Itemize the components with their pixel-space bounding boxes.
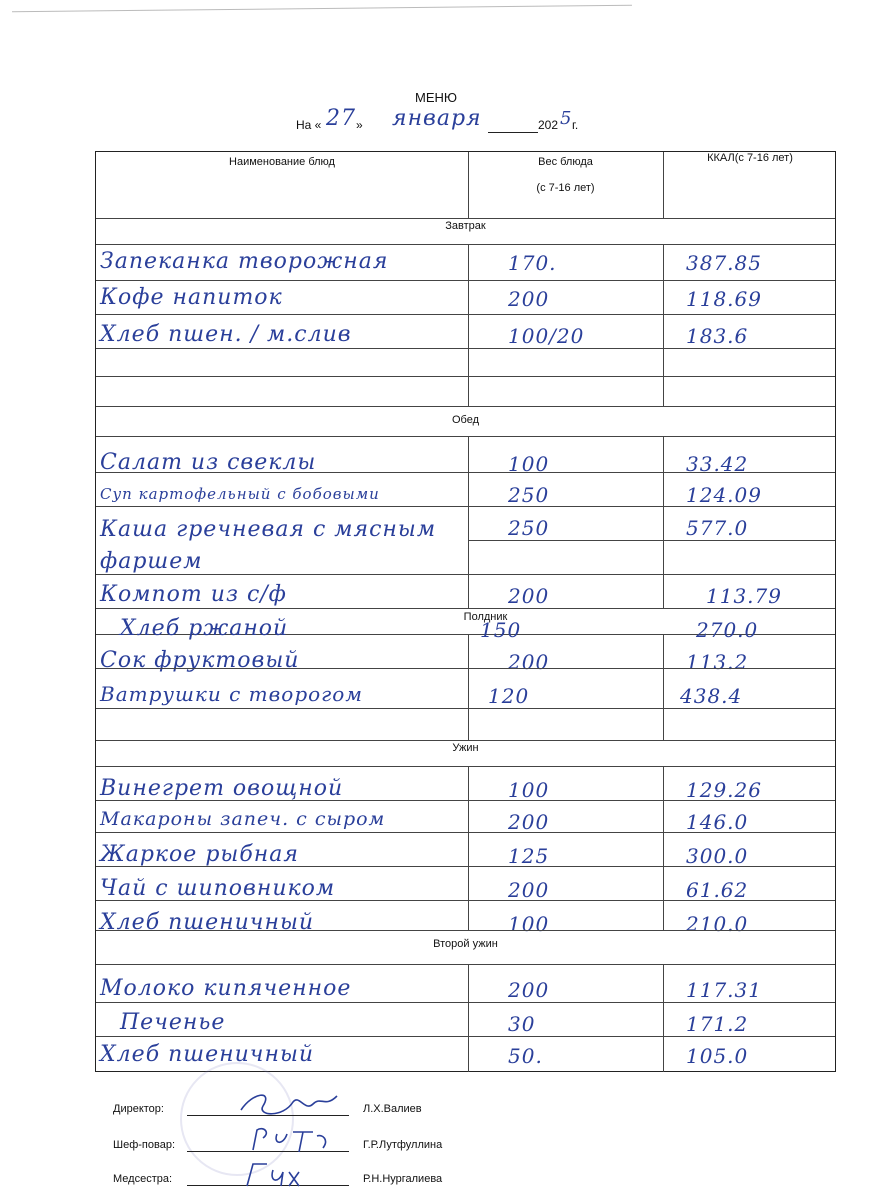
dish-kcal: 300.0 [686,844,749,868]
menu-row [96,974,835,1012]
section-dinner: Ужин [452,742,479,754]
dish-name: Молоко кипяченное [100,976,352,1001]
dish-kcal: 113.2 [686,650,749,674]
menu-row [96,680,835,718]
dish-name: Каша гречневая с мясным фаршем [100,517,437,574]
signature-nurse [113,1168,513,1192]
dish-weight: 50. [508,1044,543,1068]
date-prefix: На « [296,118,322,132]
dish-weight: 100 [508,912,550,936]
menu-row [96,874,835,912]
row-rule [96,930,835,931]
dish-kcal: 61.62 [686,878,749,902]
scan-edge-line [12,5,632,12]
row-rule [96,900,835,901]
row-rule [96,506,835,507]
dish-kcal: 33.42 [686,452,749,476]
dish-kcal: 577.0 [686,516,749,540]
row-rule [96,1036,835,1037]
dish-name: Чай с шиповником [100,876,336,901]
row-rule [468,540,835,541]
row-rule [96,766,835,767]
menu-row [96,283,835,321]
dish-weight: 250 [508,516,550,540]
menu-table [95,151,836,1072]
menu-row [96,840,835,878]
dish-weight: 200 [508,878,550,902]
dish-kcal: 146.0 [686,810,749,834]
row-rule [96,832,835,833]
row-rule [96,740,835,741]
dish-kcal: 387.85 [686,251,762,275]
dish-kcal: 113.79 [706,584,782,608]
menu-row [96,512,835,572]
date-suffix: г. [572,118,579,132]
dish-weight: 150 [480,618,522,642]
row-rule [96,244,835,245]
dish-weight: 30 [508,1012,536,1036]
section-breakfast: Завтрак [445,220,486,232]
dish-kcal: 117.31 [686,978,762,1002]
dish-weight: 200 [508,584,550,608]
row-rule [96,280,835,281]
row-rule [96,348,835,349]
dish-name: Ватрушки с творогом [100,682,363,706]
menu-row [96,646,835,684]
date-day: 27 [326,106,356,131]
row-rule [96,574,835,575]
dish-weight: 170. [508,251,557,275]
signature-chef [113,1134,513,1158]
signature-role: Директор: [113,1103,164,1115]
signature-role: Шеф-повар: [113,1139,175,1151]
dish-name: Сок фруктовый [100,648,300,673]
dish-name: Хлеб ржаной [120,616,289,641]
dish-weight: 120 [488,684,530,708]
col-header-weight: Вес блюда [538,156,593,168]
dish-weight: 125 [508,844,550,868]
date-year-digit: 5 [560,108,573,129]
dish-weight: 200 [508,978,550,1002]
dish-kcal: 171.2 [686,1012,749,1036]
dish-name: Жаркое рыбная [100,842,299,867]
date-month: января [392,106,482,131]
date-underline [488,132,538,133]
dish-name: Запеканка творожная [100,249,389,274]
date-mid: » [356,118,363,132]
dish-name: Хлеб пшеничный [100,910,315,935]
handwritten-signature [233,1124,343,1158]
dish-weight: 100 [508,778,550,802]
row-rule [96,964,835,965]
dish-weight: 200 [508,287,550,311]
section-second-dinner: Второй ужин [433,938,498,950]
dish-kcal: 124.09 [686,483,762,507]
signature-name: Л.Х.Валиев [363,1103,422,1115]
dish-name: Винегрет овощной [100,776,344,801]
dish-name: Салат из свеклы [100,450,317,475]
menu-row [96,806,835,844]
signature-role: Медсестра: [113,1173,173,1185]
col-header-kcal: ККАЛ(с 7-16 лет) [707,152,793,164]
row-rule [96,1002,835,1003]
row-rule [96,376,835,377]
row-rule [96,866,835,867]
menu-row [96,320,835,358]
dish-name: Хлеб пшен. / м.слив [100,322,352,347]
row-rule [96,668,835,669]
dish-kcal: 118.69 [686,287,762,311]
row-rule [96,708,835,709]
dish-name: Хлеб пшеничный [100,1042,315,1067]
dish-kcal: 105.0 [686,1044,749,1068]
signature-director [113,1098,513,1122]
dish-name: Суп картофельный с бобовыми [100,485,380,503]
handwritten-signature [233,1088,343,1122]
page-title: МЕНЮ [414,90,458,105]
row-rule [96,314,835,315]
dish-weight: 100 [508,452,550,476]
signature-name: Г.Р.Лутфуллина [363,1139,443,1151]
dish-kcal: 438.4 [680,684,743,708]
handwritten-signature [233,1158,343,1192]
dish-weight: 200 [508,810,550,834]
dish-kcal: 270.0 [696,618,759,642]
date-year-prefix: 202 [538,118,559,132]
dish-kcal: 129.26 [686,778,762,802]
row-rule [96,436,835,437]
dish-weight: 250 [508,483,550,507]
dish-kcal: 183.6 [686,324,749,348]
header-rule [96,218,835,219]
dish-weight: 200 [508,650,550,674]
dish-kcal: 210.0 [686,912,749,936]
dish-name: Компот из с/ф [100,582,287,607]
dish-name: Макароны запеч. с сыром [100,808,386,830]
dish-weight: 100/20 [508,324,585,348]
dish-name: Печенье [120,1010,226,1035]
row-rule [96,800,835,801]
row-rule [96,406,835,407]
row-rule [96,608,835,609]
col-header-weight-age: (с 7-16 лет) [536,182,595,194]
row-rule [96,472,835,473]
signature-name: Р.Н.Нургалиева [363,1173,443,1185]
section-snack: Полдник [463,611,508,623]
dish-name: Кофе напиток [100,285,283,310]
section-lunch: Обед [451,414,480,426]
col-header-dish: Наименование блюд [229,156,335,168]
